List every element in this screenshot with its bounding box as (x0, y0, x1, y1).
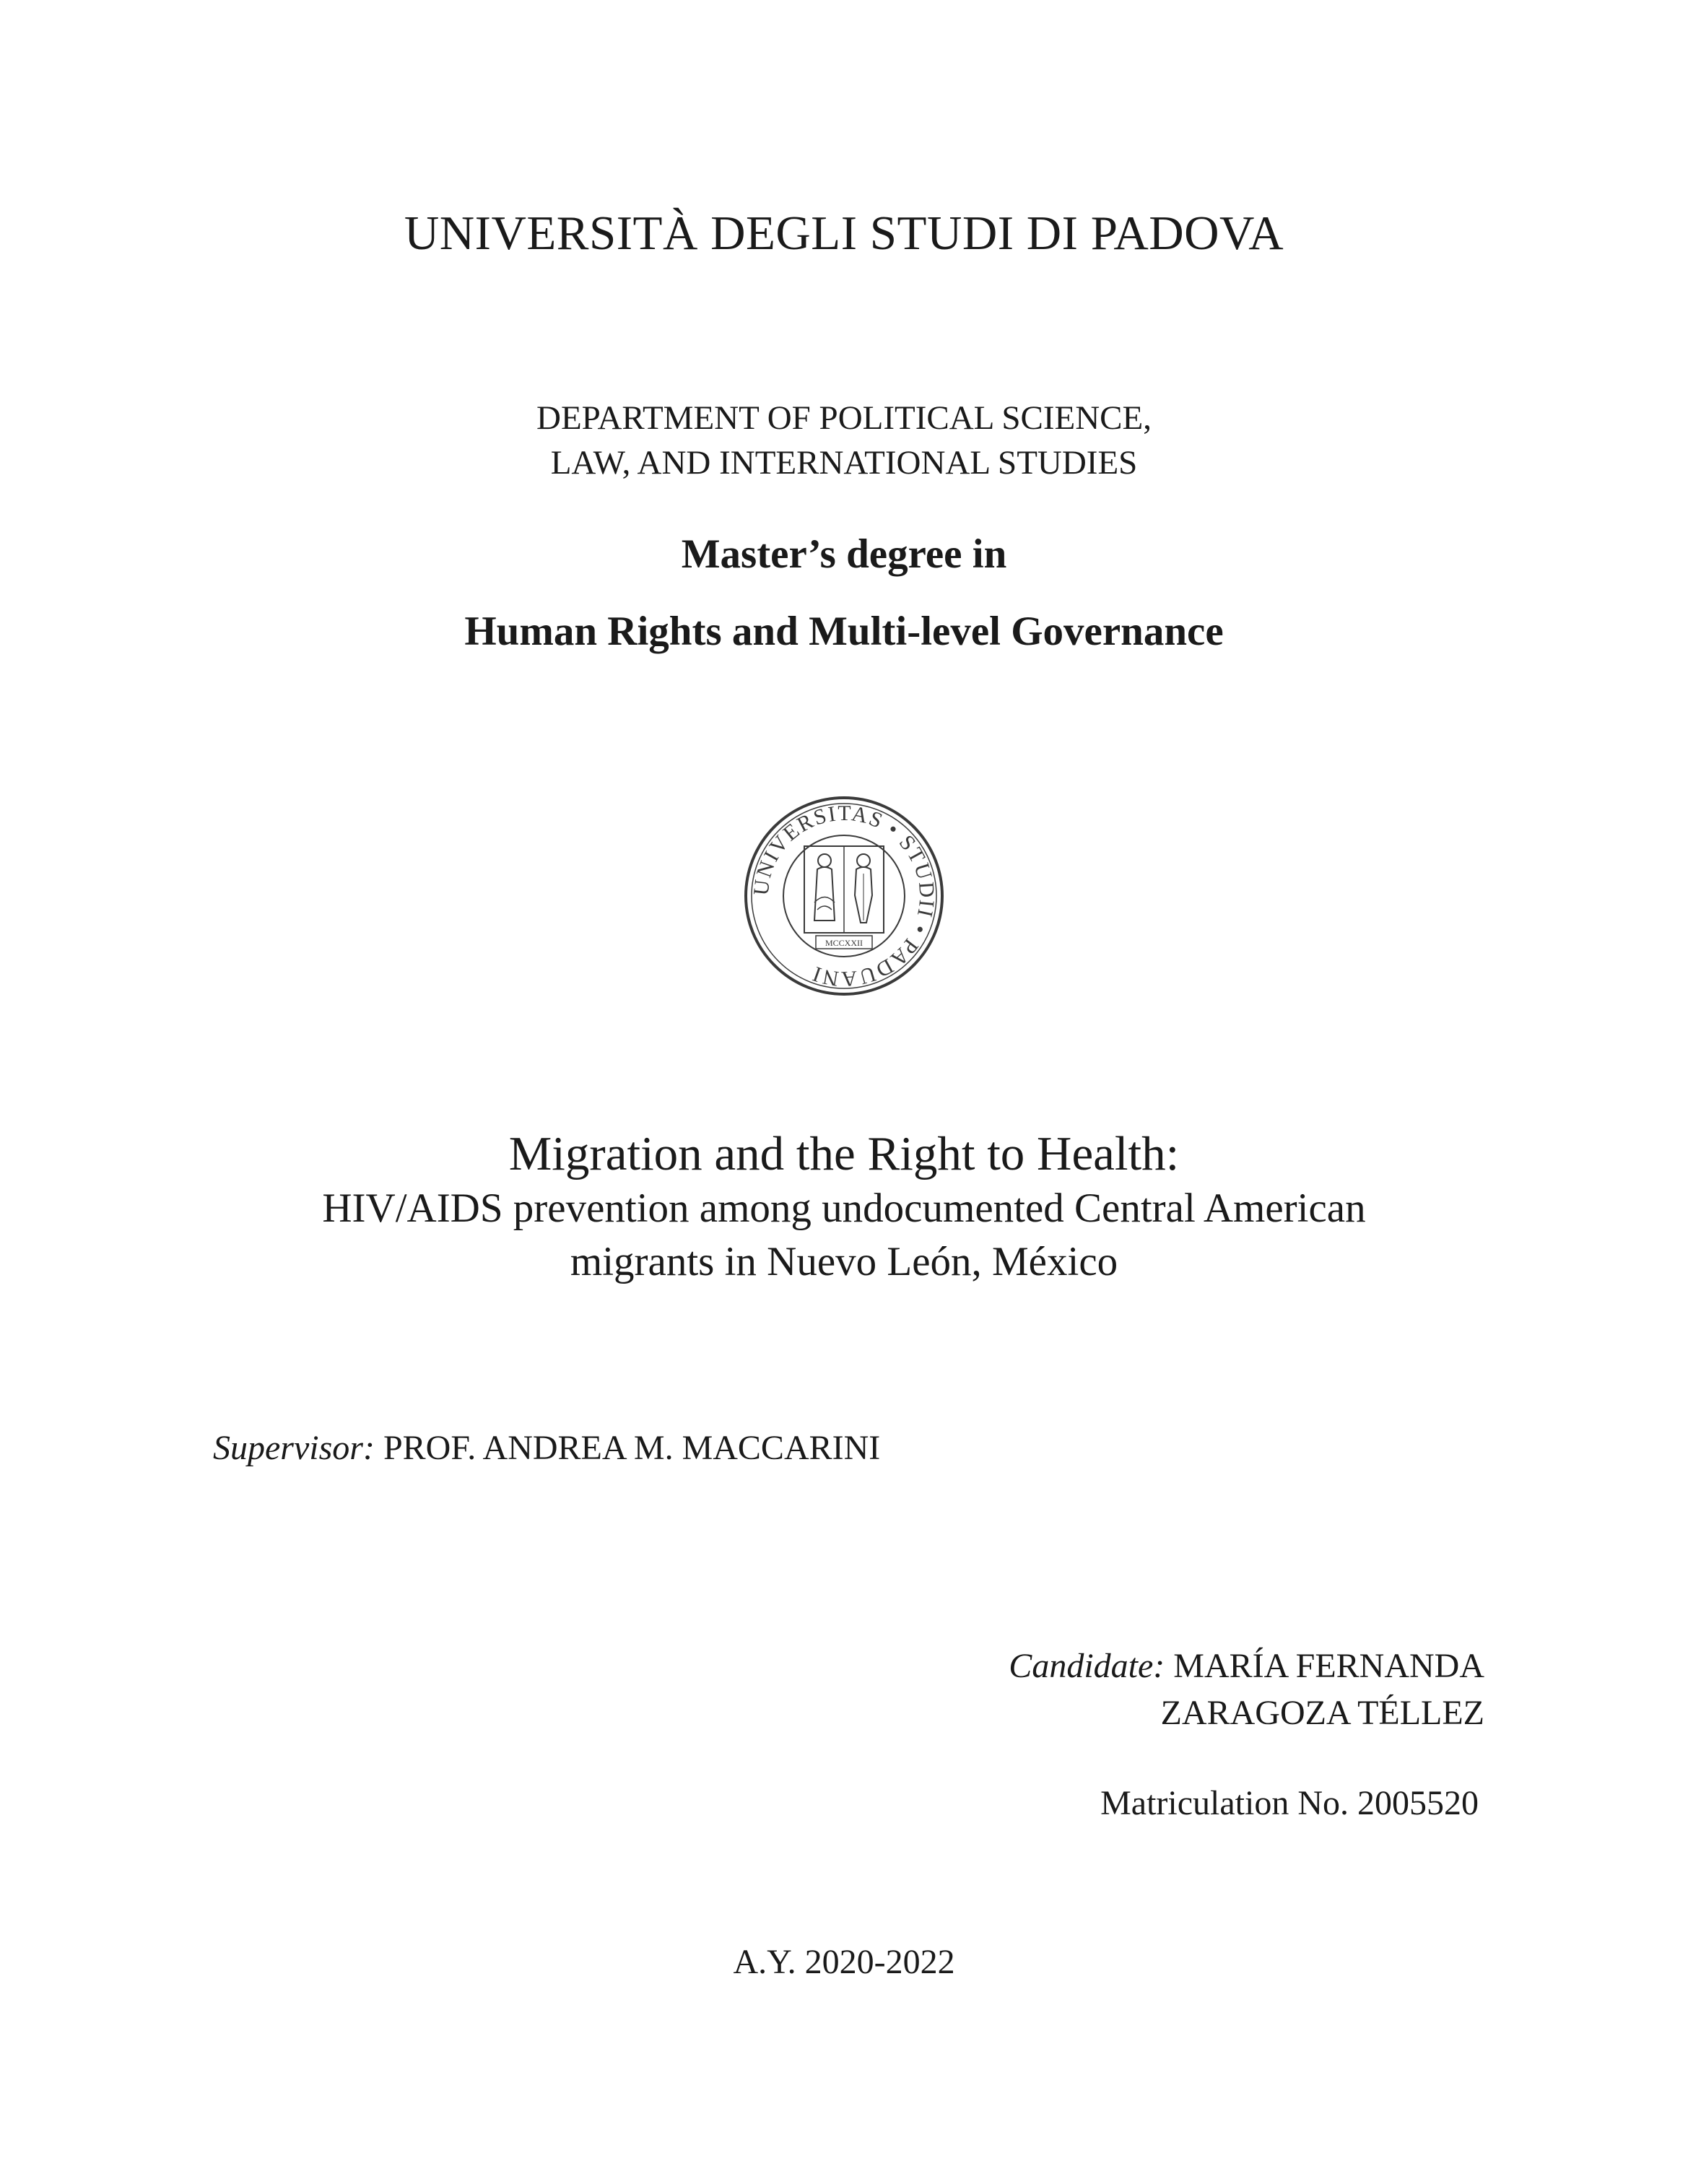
matriculation-label: Matriculation No. (1100, 1784, 1349, 1822)
matriculation-number: 2005520 (1357, 1784, 1479, 1822)
candidate-label: Candidate: (1009, 1647, 1165, 1685)
seal-year: MCCXXII (825, 938, 863, 948)
thesis-title: Migration and the Right to Health: (508, 1127, 1180, 1180)
department-name (0, 396, 1688, 485)
department-line-1: DEPARTMENT OF POLITICAL SCIENCE, (536, 399, 1152, 437)
candidate-name-line-2: ZARAGOZA TÉLLEZ (1160, 1694, 1484, 1732)
university-seal-icon (742, 794, 946, 998)
degree-line-1: Master’s degree in (681, 531, 1007, 577)
degree-line-2: Human Rights and Multi-level Governance (464, 609, 1224, 654)
candidate-name-line-1: MARÍA FERNANDA (1173, 1647, 1484, 1685)
supervisor-block (213, 1428, 880, 1468)
supervisor-label: Supervisor: (213, 1429, 375, 1467)
thesis-subtitle (0, 1182, 1688, 1289)
department-line-2: LAW, AND INTERNATIONAL STUDIES (550, 444, 1138, 482)
matriculation-block (1100, 1783, 1479, 1823)
supervisor-name: PROF. ANDREA M. MACCARINI (383, 1429, 881, 1467)
university-name: UNIVERSITÀ DEGLI STUDI DI PADOVA (404, 206, 1284, 260)
academic-year: A.Y. 2020-2022 (733, 1943, 955, 1981)
candidate-block (1009, 1643, 1484, 1736)
seal-ring-text: UNIVERSITAS • STUDII • PADUANI (749, 801, 939, 991)
thesis-subtitle-line-2: migrants in Nuevo León, México (570, 1239, 1118, 1284)
thesis-subtitle-line-1: HIV/AIDS prevention among undocumented Central American (322, 1185, 1366, 1231)
